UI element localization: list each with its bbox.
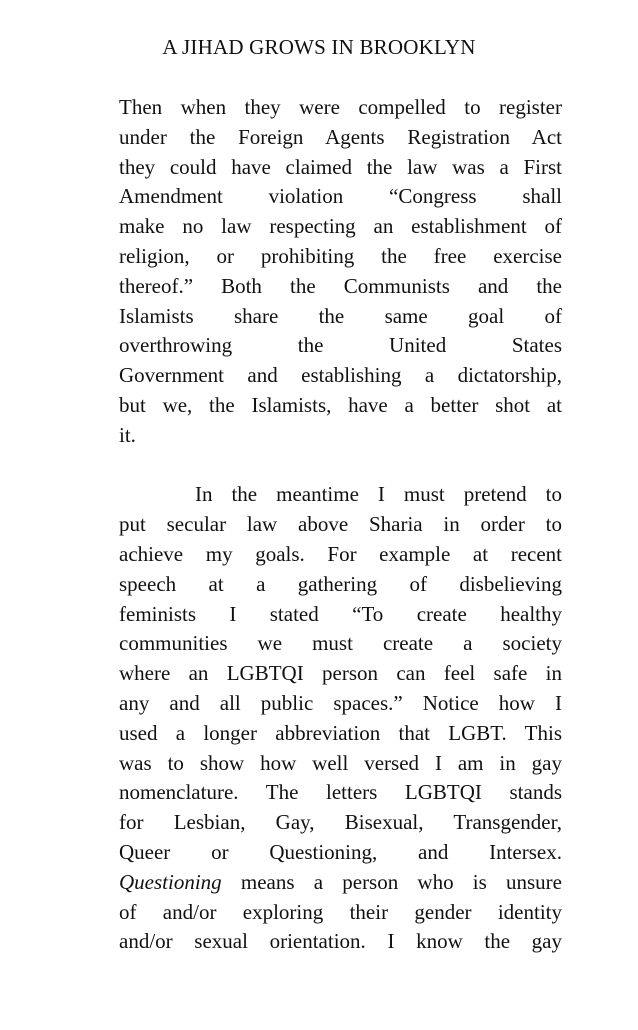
text-line: make no law respecting an establishment of — [119, 214, 562, 239]
text-line: religion, or prohibiting the free exercise — [119, 243, 562, 268]
text-line: speech at a gathering of disbelieving — [119, 571, 562, 596]
text-line: Government and establishing a dictatorship, — [119, 363, 562, 388]
text-line: any and all public spaces.” Notice how I — [119, 690, 562, 715]
text-line: nomenclature. The letters LGBTQI stands — [119, 780, 562, 805]
text-line: Islamists share the same goal of — [119, 303, 562, 328]
text-line: In the meantime I must pretend to — [195, 482, 562, 507]
text-line: Amendment violation “Congress shall — [119, 184, 562, 209]
text-line: communities we must create a society — [119, 631, 562, 656]
text-line-italic — [119, 868, 562, 898]
text-line: put secular law above Sharia in order to — [119, 512, 562, 537]
text-line: but we, the Islamists, have a better shot at — [119, 392, 562, 417]
text-line: overthrowing the United States — [119, 333, 562, 358]
text-line: for Lesbian, Gay, Bisexual, Transgender, — [119, 810, 562, 835]
paragraph-break — [119, 451, 562, 481]
text-line: where an LGBTQI person can feel safe in — [119, 661, 562, 686]
text-line: under the Foreign Agents Registration Act — [119, 124, 562, 149]
italic-term: Questioning — [119, 869, 222, 894]
text-line: achieve my goals. For example at recent — [119, 541, 562, 566]
text-fragment: means a person who is unsure — [221, 869, 562, 894]
text-line: it. — [119, 422, 136, 447]
text-line: used a longer abbreviation that LGBT. This — [119, 720, 562, 745]
text-line: was to show how well versed I am in gay — [119, 750, 562, 775]
text-line: Queer or Questioning, and Intersex. — [119, 839, 562, 864]
text-line: thereof.” Both the Communists and the — [119, 273, 562, 298]
text-line: they could have claimed the law was a First — [119, 154, 562, 179]
text-line: feminists I stated “To create healthy — [119, 601, 562, 626]
text-line: Then when they were compelled to register — [119, 95, 562, 119]
body-text — [119, 93, 562, 957]
text-line: and/or sexual orientation. I know the gay — [119, 929, 562, 954]
text-line: of and/or exploring their gender identity — [119, 899, 562, 924]
running-head: A JIHAD GROWS IN BROOKLYN — [162, 35, 476, 59]
